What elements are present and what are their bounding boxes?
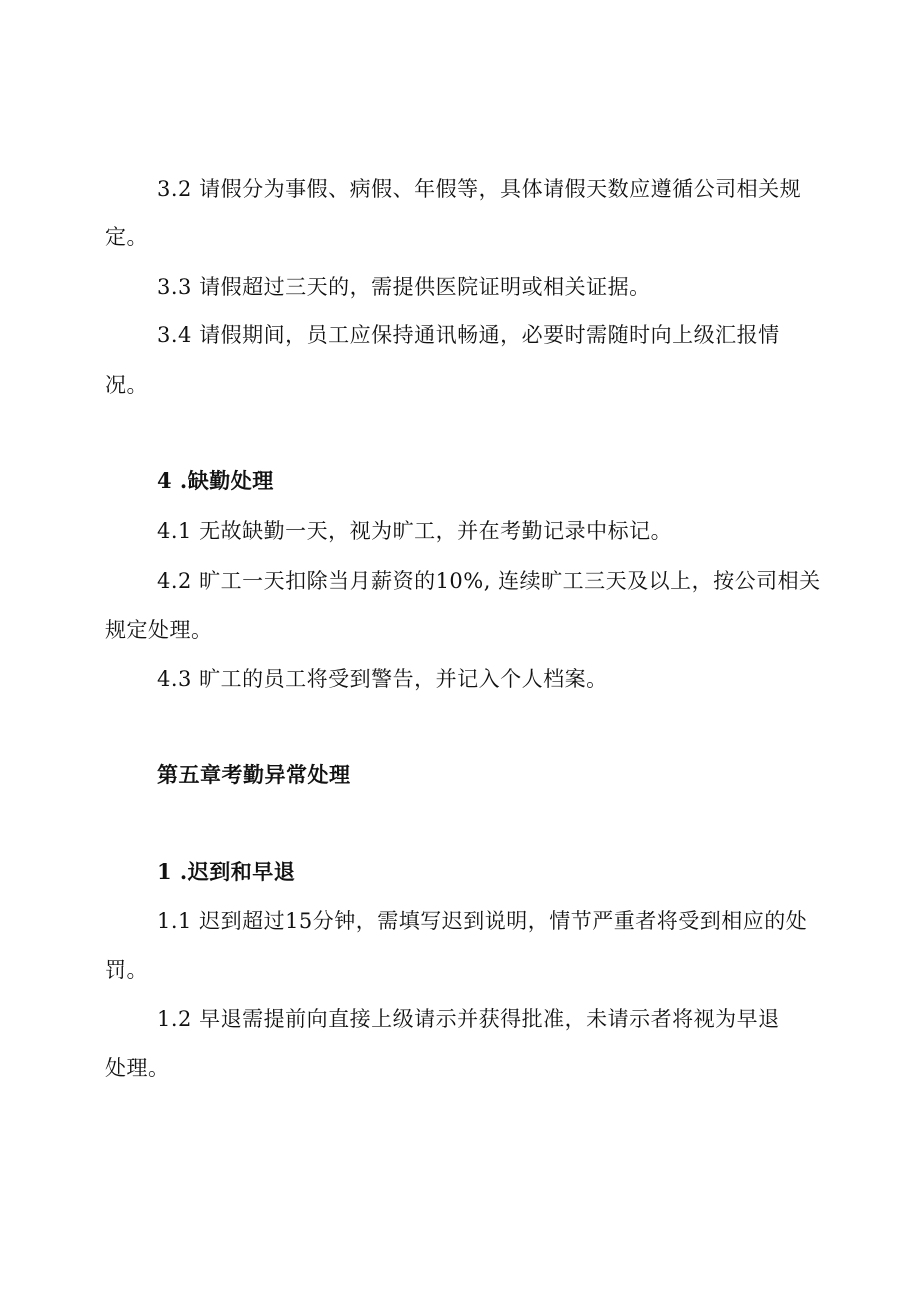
paragraph-1-1-line-1: 1.1 迟到超过15分钟，需填写迟到说明，情节严重者将受到相应的处 — [157, 909, 808, 933]
paragraph-3-4-line-2: 况。 — [105, 373, 148, 397]
paragraph-4-1: 4.1 无故缺勤一天，视为旷工，并在考勤记录中标记。 — [157, 519, 673, 543]
paragraph-3-4-line-1: 3.4 请假期间，员工应保持通讯畅通，必要时需随时向上级汇报情 — [157, 323, 780, 347]
paragraph-1-2-line-1: 1.2 早退需提前向直接上级请示并获得批准，未请示者将视为早退 — [157, 1007, 780, 1031]
section-4-heading: 4 .缺勤处理 — [157, 468, 274, 493]
chapter-5-sub-1-heading: 1 .迟到和早退 — [157, 859, 296, 884]
paragraph-3-2-line-2: 定。 — [105, 225, 148, 249]
paragraph-3-2-line-1: 3.2 请假分为事假、病假、年假等，具体请假天数应遵循公司相关规 — [157, 177, 802, 201]
paragraph-1-1-line-2: 罚。 — [105, 958, 148, 982]
paragraph-3-3: 3.3 请假超过三天的，需提供医院证明或相关证据。 — [157, 275, 651, 299]
paragraph-1-2-line-2: 处理。 — [105, 1056, 170, 1080]
paragraph-4-2-line-1: 4.2 旷工一天扣除当月薪资的10%, 连续旷工三天及以上，按公司相关 — [157, 569, 821, 593]
paragraph-4-3: 4.3 旷工的员工将受到警告，并记入个人档案。 — [157, 667, 608, 691]
paragraph-4-2-line-2: 规定处理。 — [105, 618, 213, 642]
chapter-5-title: 第五章考勤异常处理 — [157, 762, 351, 787]
